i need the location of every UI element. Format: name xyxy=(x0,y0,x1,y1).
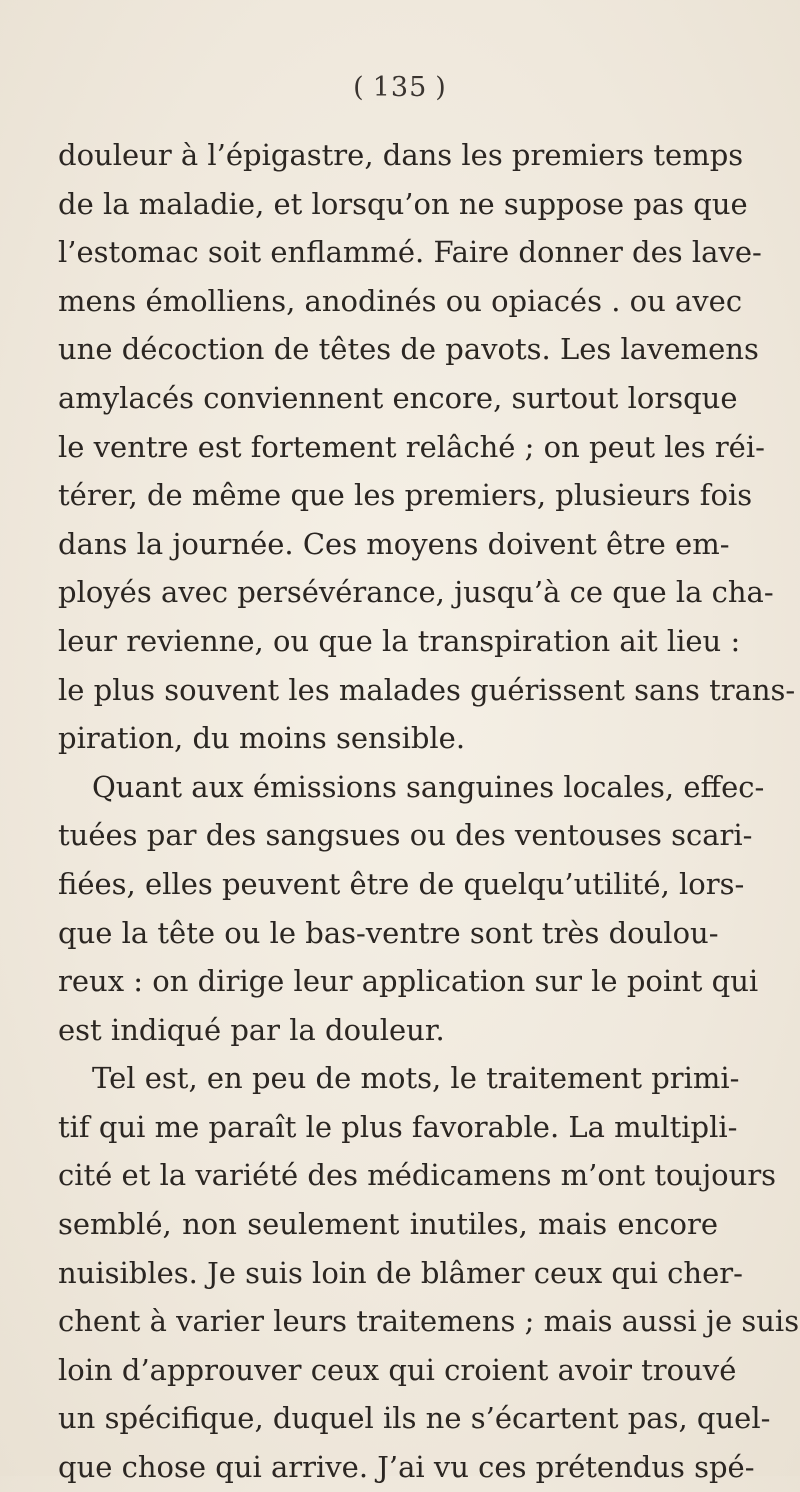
text-line: le plus souvent les malades guérissent sans trans- xyxy=(58,672,796,707)
text-line: fiées, elles peuvent être de quelqu’utilité, lors- xyxy=(58,866,745,901)
text-line: piration, du moins sensible. xyxy=(58,721,466,756)
text-line: que chose qui arrive. J’ai vu ces prétendus spé- xyxy=(58,1450,755,1485)
text-line: loin d’approuver ceux qui croient avoir trouvé xyxy=(58,1352,737,1387)
text-line: ployés avec persévérance, jusqu’à ce que la cha- xyxy=(58,575,774,610)
page-number: ( 135 ) xyxy=(353,72,447,103)
text-line: une décoction de têtes de pavots. Les lavemens xyxy=(58,332,759,367)
text-line: de la maladie, et lorsqu’on ne suppose pas que xyxy=(58,186,748,221)
text-line: que la tête ou le bas-ventre sont très doulou- xyxy=(58,915,719,950)
page-number-value: 135 xyxy=(372,72,428,103)
text-line: tuées par des sangsues ou des ventouses scari- xyxy=(58,818,753,853)
body-text xyxy=(58,131,800,1492)
text-line: reux : on dirige leur application sur le point qui xyxy=(58,964,759,999)
text-line: dans la journée. Ces moyens doivent être em- xyxy=(58,526,730,561)
text-line: est indiqué par la douleur. xyxy=(58,1012,445,1047)
text-line: nuisibles. Je suis loin de blâmer ceux qui cher- xyxy=(58,1255,743,1290)
text-line: Tel est, en peu de mots, le traitement primi- xyxy=(92,1061,740,1096)
text-line: semblé, non seulement inutiles, mais encore xyxy=(58,1207,718,1242)
text-line: amylacés conviennent encore, surtout lorsque xyxy=(58,380,738,415)
text-line: un spécifique, duquel ils ne s’écartent pas, quel- xyxy=(58,1401,771,1436)
text-line: leur revienne, ou que la transpiration ait lieu : xyxy=(58,623,741,658)
text-line: l’estomac soit enflammé. Faire donner des lave- xyxy=(58,235,762,270)
text-line: douleur à l’épigastre, dans les premiers temps xyxy=(58,138,744,172)
text-line: chent à varier leurs traitemens ; mais aussi je suis xyxy=(58,1304,800,1339)
text-line: térer, de même que les premiers, plusieurs fois xyxy=(58,478,753,513)
text-line: mens émolliens, anodinés ou opiacés . ou avec xyxy=(58,283,743,318)
text-line: le ventre est fortement relâché ; on peut les réi- xyxy=(58,429,765,464)
text-line: cité et la variété des médicamens m’ont toujours xyxy=(58,1158,777,1193)
text-line: Quant aux émissions sanguines locales, effec- xyxy=(92,769,765,804)
text-line: tif qui me paraît le plus favorable. La multipli- xyxy=(58,1109,738,1144)
